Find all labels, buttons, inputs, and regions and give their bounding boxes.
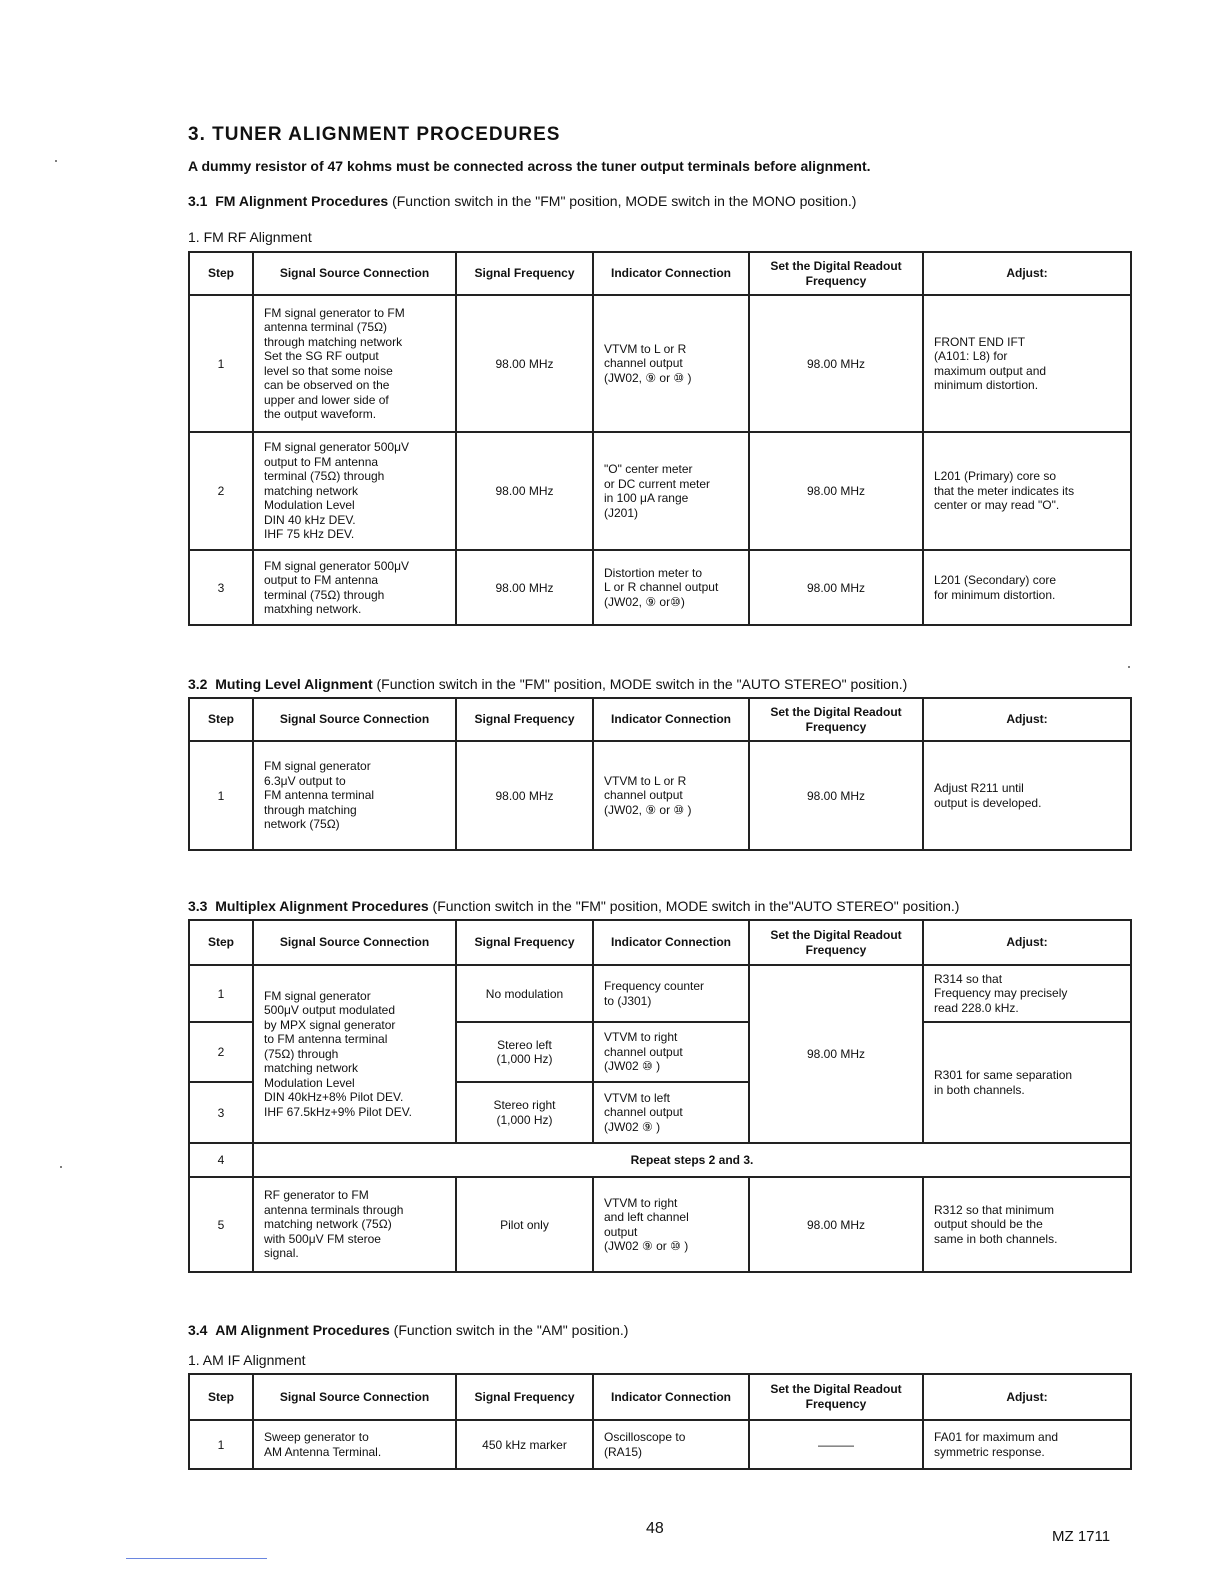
section-number: 3.3: [188, 898, 208, 914]
table-row: [189, 965, 1131, 1022]
adjust-cell: FA01 for maximum and symmetric response.: [923, 1420, 1131, 1469]
indicator-cell: Oscilloscope to (RA15): [593, 1420, 749, 1469]
header-source: Signal Source Connection: [253, 698, 456, 741]
header-adjust: Adjust:: [923, 1374, 1131, 1420]
indicator-cell: "O" center meter or DC current meter in 100 μA range (J201): [593, 432, 749, 550]
readout-cell: 98.00 MHz: [749, 295, 923, 432]
header-indicator: Indicator Connection: [593, 1374, 749, 1420]
indicator-cell: Distortion meter to L or R channel output (JW02, ⑨ or⑩): [593, 550, 749, 625]
adjust-cell: L201 (Secondary) core for minimum distortion.: [923, 550, 1131, 625]
adjust-cell: R301 for same separation in both channels.: [923, 1022, 1131, 1143]
header-adjust: Adjust:: [923, 252, 1131, 295]
frequency-cell: 98.00 MHz: [456, 550, 593, 625]
header-adjust: Adjust:: [923, 920, 1131, 965]
header-indicator: Indicator Connection: [593, 252, 749, 295]
section-title: Multiplex Alignment Procedures: [215, 898, 429, 914]
footer-rule: [126, 1558, 267, 1559]
subsection-am-if: 1. AM IF Alignment: [188, 1352, 306, 1368]
frequency-cell: Stereo right (1,000 Hz): [456, 1082, 593, 1143]
section-number: 3.4: [188, 1322, 208, 1338]
table-header-row: [189, 1374, 1131, 1420]
section-3-3-heading: [188, 898, 959, 914]
header-step: Step: [189, 698, 253, 741]
section-number: 3.2: [188, 676, 208, 692]
frequency-cell: 98.00 MHz: [456, 432, 593, 550]
source-cell: FM signal generator 6.3μV output to FM antenna terminal through matching network (75Ω): [253, 741, 456, 850]
readout-cell: 98.00 MHz: [749, 1177, 923, 1272]
source-cell: FM signal generator 500μV output modulated by MPX signal generator to FM antenna terminal (75Ω) through matching network Modulation Level DIN 40kHz+8% Pilot DEV. IHF 67.5kHz+9% Pilot DEV.: [253, 965, 456, 1143]
section-note: (Function switch in the "FM" position, MODE switch in the MONO position.): [392, 193, 857, 209]
step-cell: 1: [189, 295, 253, 432]
section-title: FM Alignment Procedures: [215, 193, 389, 209]
scan-speck: [60, 1166, 62, 1168]
readout-cell: 98.00 MHz: [749, 741, 923, 850]
intro-text: A dummy resistor of 47 kohms must be connected across the tuner output terminals before alignment.: [188, 158, 871, 174]
section-note: (Function switch in the "FM" position, MODE switch in the"AUTO STEREO" position.): [432, 898, 960, 914]
page-number: 48: [646, 1520, 664, 1537]
section-note: (Function switch in the "FM" position, MODE switch in the "AUTO STEREO" position.): [376, 676, 908, 692]
header-frequency: Signal Frequency: [456, 1374, 593, 1420]
readout-cell: 98.00 MHz: [749, 432, 923, 550]
table-row: [189, 295, 1131, 432]
source-cell: Sweep generator to AM Antenna Terminal.: [253, 1420, 456, 1469]
header-adjust: Adjust:: [923, 698, 1131, 741]
multiplex-table: [188, 919, 1132, 1273]
header-frequency: Signal Frequency: [456, 920, 593, 965]
table-header-row: [189, 920, 1131, 965]
adjust-cell: R312 so that minimum output should be the same in both channels.: [923, 1177, 1131, 1272]
indicator-cell: VTVM to L or R channel output (JW02, ⑨ or ⑩ ): [593, 741, 749, 850]
header-step: Step: [189, 252, 253, 295]
readout-cell: 98.00 MHz: [749, 965, 923, 1143]
table-row: [189, 741, 1131, 850]
step-cell: 4: [189, 1143, 253, 1177]
step-cell: 3: [189, 1082, 253, 1143]
frequency-cell: No modulation: [456, 965, 593, 1022]
source-cell: FM signal generator to FM antenna terminal (75Ω) through matching network Set the SG RF output level so that some noise can be observed on the upper and lower side of the output waveform.: [253, 295, 456, 432]
header-indicator: Indicator Connection: [593, 698, 749, 741]
step-cell: 1: [189, 965, 253, 1022]
readout-cell: 98.00 MHz: [749, 550, 923, 625]
muting-level-table: [188, 697, 1132, 851]
step-cell: 5: [189, 1177, 253, 1272]
indicator-cell: VTVM to right and left channel output (JW02 ⑨ or ⑩ ): [593, 1177, 749, 1272]
table-row: [189, 1420, 1131, 1469]
table-row: [189, 432, 1131, 550]
table-header-row: [189, 252, 1131, 295]
header-indicator: Indicator Connection: [593, 920, 749, 965]
model-number: MZ 1711: [1052, 1528, 1111, 1545]
source-cell: FM signal generator 500μV output to FM antenna terminal (75Ω) through matxhing network.: [253, 550, 456, 625]
step-cell: 1: [189, 1420, 253, 1469]
adjust-cell: FRONT END IFT (A101: L8) for maximum output and minimum distortion.: [923, 295, 1131, 432]
step-cell: 2: [189, 432, 253, 550]
section-3-1-heading: [188, 193, 856, 209]
header-readout: Set the Digital Readout Frequency: [749, 698, 923, 741]
adjust-cell: R314 so that Frequency may precisely read 228.0 kHz.: [923, 965, 1131, 1022]
header-step: Step: [189, 1374, 253, 1420]
header-source: Signal Source Connection: [253, 920, 456, 965]
section-3-4-heading: [188, 1322, 628, 1338]
page-title: 3. TUNER ALIGNMENT PROCEDURES: [188, 124, 561, 145]
adjust-cell: L201 (Primary) core so that the meter indicates its center or may read "O".: [923, 432, 1131, 550]
subsection-fm-rf: 1. FM RF Alignment: [188, 229, 312, 245]
indicator-cell: VTVM to left channel output (JW02 ⑨ ): [593, 1082, 749, 1143]
frequency-cell: 98.00 MHz: [456, 295, 593, 432]
table-row: [189, 1143, 1131, 1177]
section-title: AM Alignment Procedures: [215, 1322, 390, 1338]
am-if-table: [188, 1373, 1132, 1470]
frequency-cell: 450 kHz marker: [456, 1420, 593, 1469]
header-source: Signal Source Connection: [253, 1374, 456, 1420]
source-cell: RF generator to FM antenna terminals through matching network (75Ω) with 500μV FM steroe signal.: [253, 1177, 456, 1272]
section-title: Muting Level Alignment: [215, 676, 373, 692]
indicator-cell: Frequency counter to (J301): [593, 965, 749, 1022]
step-cell: 2: [189, 1022, 253, 1082]
table-row: [189, 1177, 1131, 1272]
section-number: 3.1: [188, 193, 208, 209]
header-readout: Set the Digital Readout Frequency: [749, 252, 923, 295]
source-cell: FM signal generator 500μV output to FM antenna terminal (75Ω) through matching network Modulation Level DIN 40 kHz DEV. IHF 75 kHz DEV.: [253, 432, 456, 550]
header-readout: Set the Digital Readout Frequency: [749, 920, 923, 965]
step-cell: 3: [189, 550, 253, 625]
fm-rf-table: [188, 251, 1132, 626]
table-row: [189, 550, 1131, 625]
header-readout: Set the Digital Readout Frequency: [749, 1374, 923, 1420]
repeat-steps-cell: Repeat steps 2 and 3.: [253, 1143, 1131, 1177]
readout-cell: ———: [749, 1420, 923, 1469]
table-header-row: [189, 698, 1131, 741]
frequency-cell: Stereo left (1,000 Hz): [456, 1022, 593, 1082]
adjust-cell: Adjust R211 until output is developed.: [923, 741, 1131, 850]
frequency-cell: 98.00 MHz: [456, 741, 593, 850]
header-frequency: Signal Frequency: [456, 698, 593, 741]
header-frequency: Signal Frequency: [456, 252, 593, 295]
header-source: Signal Source Connection: [253, 252, 456, 295]
section-note: (Function switch in the "AM" position.): [393, 1322, 629, 1338]
scan-speck: [55, 160, 57, 162]
indicator-cell: VTVM to right channel output (JW02 ⑩ ): [593, 1022, 749, 1082]
step-cell: 1: [189, 741, 253, 850]
frequency-cell: Pilot only: [456, 1177, 593, 1272]
header-step: Step: [189, 920, 253, 965]
section-3-2-heading: [188, 676, 907, 692]
scan-speck: [1128, 666, 1130, 668]
indicator-cell: VTVM to L or R channel output (JW02, ⑨ or ⑩ ): [593, 295, 749, 432]
